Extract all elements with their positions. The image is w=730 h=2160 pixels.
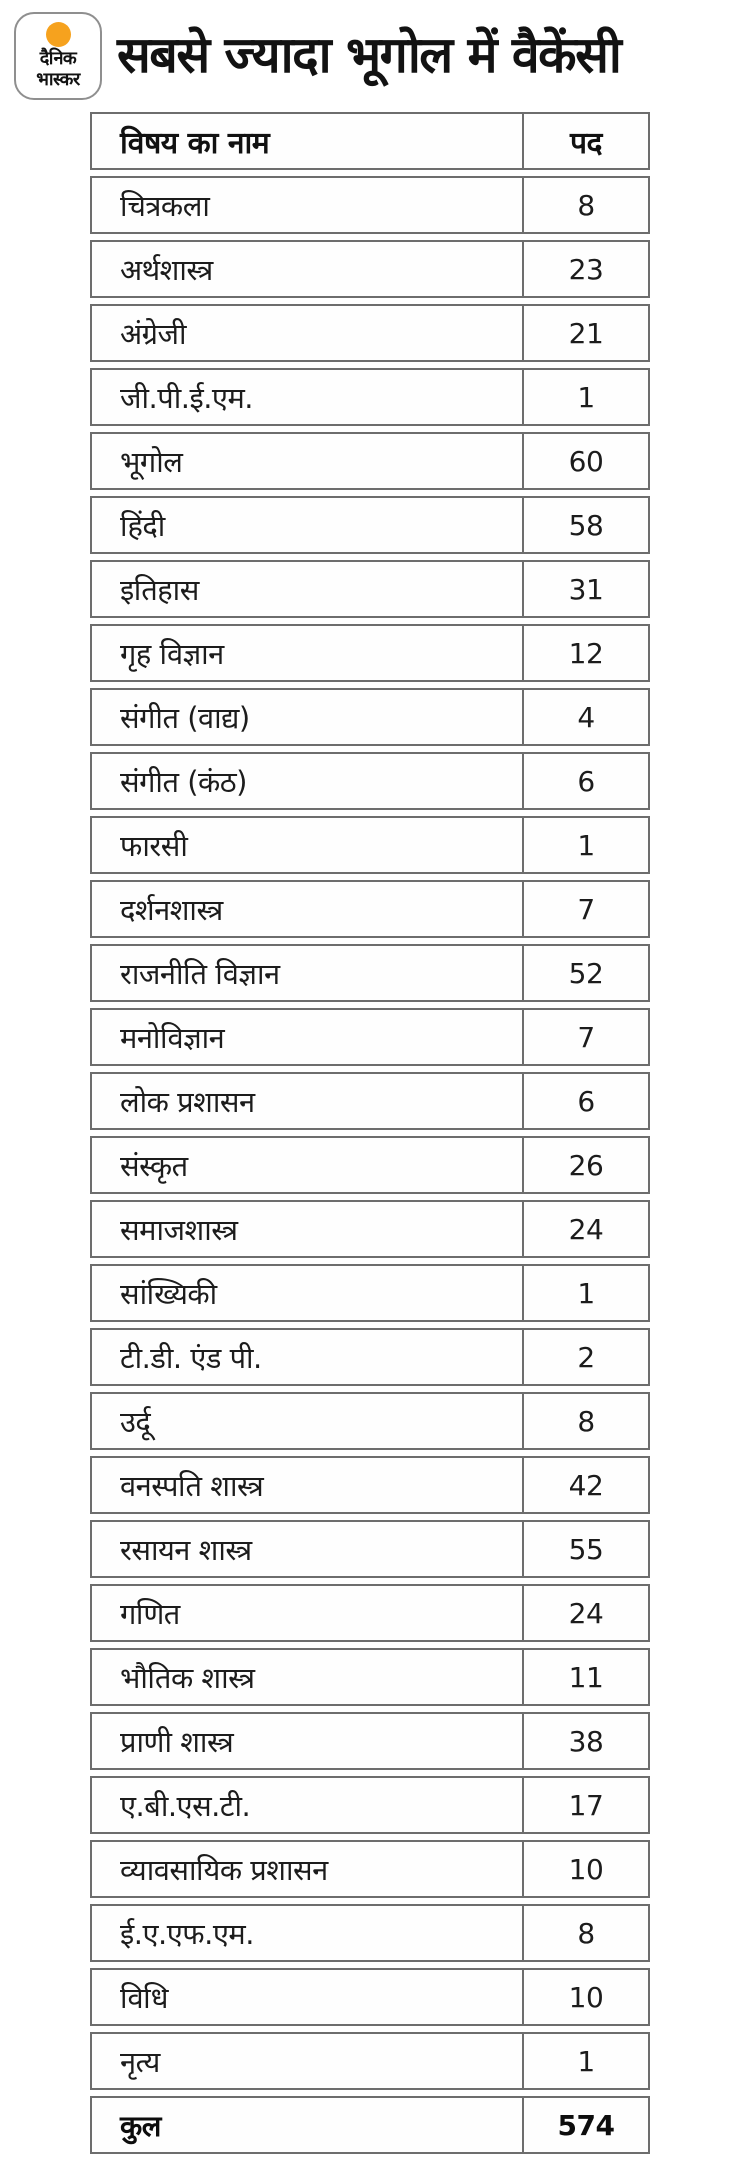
table-row (90, 496, 650, 554)
subject-cell: गणित (120, 1596, 180, 1631)
total-label-cell: कुल (120, 2108, 161, 2143)
table-body (90, 176, 650, 2090)
vacancy-table (90, 112, 650, 2160)
subject-cell: गृह विज्ञान (120, 636, 224, 671)
posts-cell: 23 (522, 242, 648, 296)
subject-cell: इतिहास (120, 572, 199, 607)
dainik-bhaskar-logo (14, 12, 102, 100)
table-row (90, 368, 650, 426)
posts-cell: 38 (522, 1714, 648, 1768)
subject-cell: रसायन शास्त्र (120, 1532, 252, 1567)
posts-cell: 31 (522, 562, 648, 616)
subject-cell: व्यावसायिक प्रशासन (120, 1852, 328, 1887)
posts-cell: 8 (522, 1394, 648, 1448)
posts-cell: 10 (522, 1842, 648, 1896)
masthead (0, 0, 730, 112)
table-row (90, 1648, 650, 1706)
table-row (90, 560, 650, 618)
table-row (90, 240, 650, 298)
column-header-posts: पद (522, 114, 648, 168)
table-row (90, 1968, 650, 2026)
posts-cell: 10 (522, 1970, 648, 2024)
logo-text-line1: दैनिक (39, 48, 77, 69)
posts-cell: 1 (522, 818, 648, 872)
posts-cell: 7 (522, 1010, 648, 1064)
posts-cell: 8 (522, 178, 648, 232)
table-row (90, 304, 650, 362)
table-row (90, 688, 650, 746)
posts-cell: 6 (522, 1074, 648, 1128)
posts-cell: 24 (522, 1202, 648, 1256)
logo-text-line2: भास्कर (36, 69, 80, 90)
table-row (90, 2032, 650, 2090)
table-row (90, 880, 650, 938)
table-row (90, 1712, 650, 1770)
posts-cell: 52 (522, 946, 648, 1000)
posts-cell: 42 (522, 1458, 648, 1512)
table-row (90, 1072, 650, 1130)
subject-cell: विधि (120, 1980, 168, 2015)
table-total-row (90, 2096, 650, 2154)
page-title: सबसे ज्यादा भूगोल में वैकेंसी (117, 26, 621, 84)
posts-cell: 7 (522, 882, 648, 936)
posts-cell: 4 (522, 690, 648, 744)
subject-cell: उर्दू (120, 1404, 151, 1439)
subject-cell: ई.ए.एफ.एम. (120, 1916, 254, 1951)
subject-cell: प्राणी शास्त्र (120, 1724, 234, 1759)
table-row (90, 1520, 650, 1578)
posts-cell: 1 (522, 1266, 648, 1320)
posts-cell: 17 (522, 1778, 648, 1832)
table-row (90, 1008, 650, 1066)
subject-cell: अंग्रेजी (120, 316, 187, 351)
table-row (90, 1776, 650, 1834)
table-row (90, 624, 650, 682)
subject-cell: संगीत (कंठ) (120, 764, 247, 799)
subject-cell: मनोविज्ञान (120, 1020, 225, 1055)
posts-cell: 11 (522, 1650, 648, 1704)
posts-cell: 24 (522, 1586, 648, 1640)
subject-cell: समाजशास्त्र (120, 1212, 238, 1247)
table-row (90, 944, 650, 1002)
table-row (90, 1200, 650, 1258)
posts-cell: 1 (522, 370, 648, 424)
table-row (90, 752, 650, 810)
subject-cell: दर्शनशास्त्र (120, 892, 223, 927)
subject-cell: संस्कृत (120, 1148, 188, 1183)
table-header-row (90, 112, 650, 170)
posts-cell: 55 (522, 1522, 648, 1576)
subject-cell: सांख्यिकी (120, 1276, 217, 1311)
subject-cell: भौतिक शास्त्र (120, 1660, 255, 1695)
table-row (90, 1584, 650, 1642)
table-row (90, 1264, 650, 1322)
table-row (90, 1456, 650, 1514)
table-row (90, 1392, 650, 1450)
column-header-subject: विषय का नाम (120, 125, 270, 161)
posts-cell: 8 (522, 1906, 648, 1960)
subject-cell: वनस्पति शास्त्र (120, 1468, 264, 1503)
posts-cell: 6 (522, 754, 648, 808)
subject-cell: ए.बी.एस.टी. (120, 1788, 251, 1823)
table-row (90, 1328, 650, 1386)
posts-cell: 21 (522, 306, 648, 360)
table-row (90, 816, 650, 874)
table-row (90, 432, 650, 490)
posts-cell: 60 (522, 434, 648, 488)
subject-cell: लोक प्रशासन (120, 1084, 255, 1119)
subject-cell: राजनीति विज्ञान (120, 956, 280, 991)
posts-cell: 58 (522, 498, 648, 552)
subject-cell: टी.डी. एंड पी. (120, 1340, 262, 1375)
table-row (90, 176, 650, 234)
subject-cell: अर्थशास्त्र (120, 252, 213, 287)
subject-cell: चित्रकला (120, 188, 210, 223)
table-row (90, 1136, 650, 1194)
subject-cell: हिंदी (120, 508, 165, 543)
subject-cell: भूगोल (120, 444, 183, 479)
posts-cell: 12 (522, 626, 648, 680)
table-row (90, 1840, 650, 1898)
table-row (90, 1904, 650, 1962)
posts-cell: 1 (522, 2034, 648, 2088)
subject-cell: नृत्य (120, 2044, 160, 2079)
posts-cell: 26 (522, 1138, 648, 1192)
subject-cell: संगीत (वाद्य) (120, 700, 250, 735)
subject-cell: फारसी (120, 828, 188, 863)
subject-cell: जी.पी.ई.एम. (120, 380, 254, 415)
total-posts-cell: 574 (522, 2098, 648, 2152)
posts-cell: 2 (522, 1330, 648, 1384)
sun-dot-icon (46, 22, 71, 47)
